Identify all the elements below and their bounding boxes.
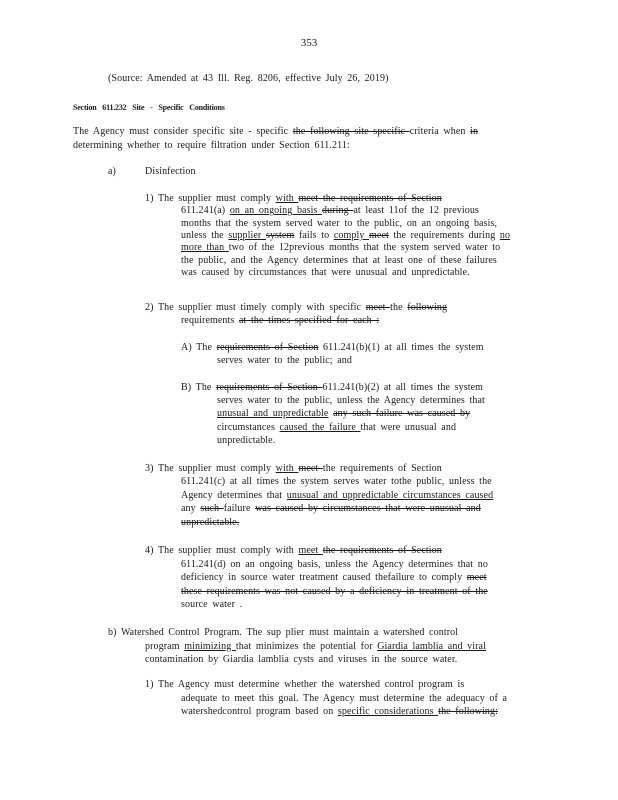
text-run: 1) The Agency must determine whether the watershed control program is	[145, 679, 465, 690]
text-line	[181, 706, 498, 718]
deleted-text: meet	[369, 229, 389, 241]
text-run: the requirements of Section	[322, 463, 442, 474]
text-run: 611.241(d) on an ongoing basis, unless the Agency determines that no	[181, 558, 488, 570]
inserted-text: unusual and uppredictable circumstances caused	[286, 489, 494, 501]
text-line	[145, 463, 442, 475]
text-line	[217, 355, 352, 367]
text-line	[181, 382, 483, 394]
text-run: 4) The supplier must comply with	[145, 545, 299, 556]
text-line	[181, 693, 507, 705]
text-line	[181, 490, 493, 502]
deleted-text: at the times specified for each :	[239, 315, 380, 326]
intro-line-2: determining whether to require filtration under Section 611.211:	[73, 140, 350, 151]
deleted-text: meet	[298, 193, 323, 204]
text-run: watershedcontrol program based on	[181, 706, 338, 717]
text-run: 1) The supplier must comply	[145, 193, 276, 204]
text-run: Agency determines that	[181, 489, 287, 501]
inserted-text: Giardia lamblia and viral	[377, 640, 486, 652]
text-run: 2) The	[145, 302, 179, 313]
text-line	[217, 408, 470, 420]
inserted-text: more than	[181, 242, 229, 254]
text-line	[181, 599, 242, 611]
text-line	[181, 586, 488, 598]
inserted-text: specific considerations	[337, 706, 439, 717]
text-line	[181, 476, 492, 488]
text-run: source water .	[181, 599, 243, 610]
text-run: supplier must timely comply with specific	[178, 302, 366, 313]
inserted-text: supplier	[228, 229, 266, 241]
inserted-text: comply	[333, 229, 370, 241]
deleted-text: system	[265, 229, 295, 241]
deleted-text: requirements of Section	[216, 342, 319, 353]
text-run: 611.241(b)(2) at all times the system	[322, 382, 484, 393]
source-note: (Source: Amended at 43 Ill. Reg. 8206, effective July 26, 2019)	[108, 73, 389, 84]
deleted-text: during	[322, 205, 354, 217]
text-run: deficiency in source water treatment caused thefailure to comply	[181, 572, 467, 583]
text-run: any	[181, 503, 201, 515]
deleted-text: was caused by circumstances that were unusual and	[255, 503, 481, 515]
deleted-text: the requirements of Section	[322, 193, 442, 204]
text-run: circumstances	[217, 421, 280, 433]
text-line	[181, 242, 500, 254]
text-run: B) The	[181, 382, 217, 393]
page-number: 353	[300, 37, 318, 49]
text-run: requirements	[181, 315, 240, 326]
text-run: the public, and the Agency determines that at least one of these failures	[181, 254, 497, 266]
deleted-text: requirements of Section	[216, 382, 323, 393]
text-run: unpredictable.	[217, 434, 276, 446]
text-line	[181, 205, 479, 217]
text-line	[181, 255, 497, 267]
intro-text: criteria when	[409, 126, 471, 137]
inserted-text: minimizing	[184, 640, 236, 652]
deleted-text: following	[407, 302, 448, 313]
text-run: that minimizes the potential for	[235, 640, 378, 652]
deleted-text: such	[200, 503, 224, 515]
inserted-text: with	[275, 193, 299, 204]
text-run: months that the system served water to the public, on an ongoing basis,	[181, 217, 498, 229]
text-run: the requirements during	[388, 229, 500, 241]
intro-text: The Agency must consider specific site - specific	[73, 126, 293, 137]
text-run: 611.241(a)	[181, 205, 230, 217]
text-line	[217, 435, 275, 447]
deleted-text: unpredictable.	[181, 516, 240, 528]
text-run: b) Watershed Control Program. The sup plier must maintain a watershed control	[108, 627, 459, 638]
item-a-marker: a)	[108, 166, 116, 177]
text-run: 3) The supplier must comply	[145, 463, 276, 474]
text-run: was caused by circumstances that were unusual and unpredictable.	[181, 266, 470, 278]
text-run: 611.241(b)(1) at all times the system	[318, 342, 484, 353]
text-run: at least 11of the 12 previous	[353, 205, 479, 217]
text-line	[181, 517, 239, 529]
text-line	[181, 559, 488, 571]
text-run: 611.241(c) at all times the system serves water tothe public, unless the	[181, 476, 492, 488]
inserted-text: with	[275, 463, 299, 474]
inserted-text: unusual and unpredictable	[217, 408, 329, 420]
text-line	[145, 545, 442, 557]
text-line	[181, 267, 470, 279]
text-line	[145, 302, 447, 314]
inserted-text: meet	[298, 545, 323, 556]
deleted-text: these requirements was not caused by a deficiency in treatment of the	[181, 585, 488, 597]
section-heading: Section 611.232 Site - Specific Conditions	[73, 103, 225, 112]
item-a-title: Disinfection	[145, 166, 196, 177]
text-line	[181, 342, 484, 354]
text-run: failure	[223, 503, 256, 515]
text-line	[145, 193, 442, 205]
deleted-text: the following:	[438, 706, 498, 717]
text-line	[217, 422, 456, 434]
text-run: program	[145, 640, 185, 652]
text-line	[181, 315, 379, 327]
text-run: fails to	[294, 229, 334, 241]
inserted-text: on an ongoing basis	[229, 205, 323, 217]
deleted-text: meet	[298, 463, 323, 474]
text-run: serves water to the public; and	[217, 355, 353, 366]
text-run: the	[390, 302, 408, 313]
text-run: serves water to the public, unless the Agency determines that	[217, 395, 485, 407]
text-run: adequate to meet this goal. The Agency must determine the adequacy of a	[181, 692, 508, 704]
text-line	[145, 679, 464, 691]
text-run: unless the	[181, 229, 229, 241]
deleted-text: the following site specific	[292, 126, 410, 137]
inserted-text: no	[499, 229, 511, 241]
text-run: A) The	[181, 342, 217, 353]
deleted-text: any such failure was caused by	[333, 408, 471, 420]
text-run: contamination by Giardia lamblia cysts and viruses in the source water.	[145, 654, 458, 665]
text-run: that were unusual and	[360, 421, 457, 433]
text-line	[181, 503, 481, 515]
text-line	[181, 572, 487, 584]
intro-line-1	[73, 126, 478, 138]
text-run: two of the 12previous months that the system served water to	[228, 242, 501, 254]
text-line	[217, 395, 485, 407]
text-line	[145, 641, 486, 653]
deleted-text: meet	[365, 302, 391, 313]
text-line	[108, 627, 458, 639]
text-line	[145, 654, 457, 666]
text-line	[181, 230, 510, 242]
deleted-text: the requirements of Section	[322, 545, 442, 556]
deleted-text: meet	[466, 572, 487, 583]
deleted-text: in	[470, 126, 479, 137]
inserted-text: caused the failure	[279, 421, 361, 433]
text-line	[181, 218, 497, 230]
